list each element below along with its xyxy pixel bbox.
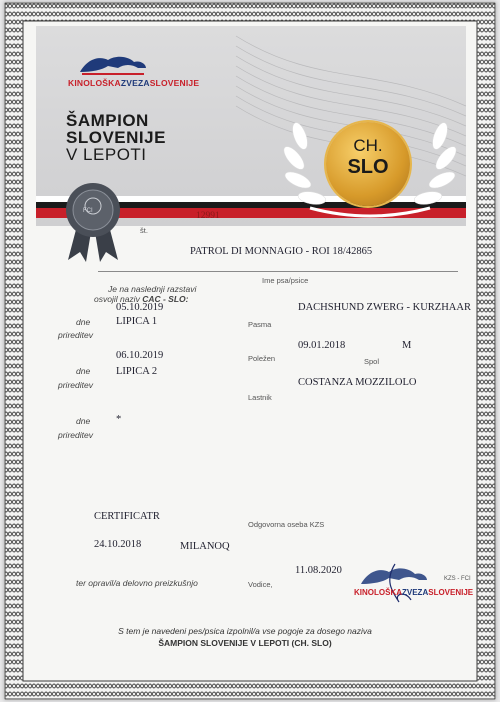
footer-line-1: S tem je navedeni pes/psica izpolnil/a vse pogoje za dosego naziva [118, 626, 372, 636]
stamp-organization-text: KINOLOŠKAZVEZASLOVENIJE [354, 588, 474, 597]
owner-value: COSTANZA MOZZILOLO [298, 377, 417, 388]
name-rule [98, 271, 458, 272]
breed-value: DACHSHUND ZWERG - KURZHAAR [298, 302, 471, 313]
certificate-date: 24.10.2018 [94, 539, 142, 550]
sex-label: Spol [364, 357, 380, 366]
certificate-value: CERTIFICATR [94, 511, 160, 522]
intro-line-1: Je na naslednji razstavi [108, 284, 197, 294]
show-3-prireditev-label: prireditev [58, 430, 93, 440]
medal-line-1: CH. [353, 136, 383, 155]
fci-badge-text: FCI [83, 208, 93, 214]
born-label: Poležen [248, 354, 276, 363]
show-3-dne-label: dne [76, 416, 91, 426]
born-value: 09.01.2018 [298, 340, 346, 351]
dog-name-value: PATROL DI MONNAGIO - ROI 18/42865 [190, 246, 373, 257]
show-2-date: 06.10.2019 [116, 350, 164, 361]
title-line-1: ŠAMPION [66, 111, 149, 130]
vodice-label: Vodice, [248, 580, 273, 589]
stamp-logo-icon [355, 560, 475, 610]
footer-line-2: ŠAMPION SLOVENIJE V LEPOTI (CH. SLO) [158, 638, 332, 648]
kzs-dog-logo-icon [78, 52, 148, 76]
intro-line-2: osvojil naziv CAC - SLO: [94, 294, 189, 304]
owner-label: Lastnik [248, 393, 272, 402]
show-2-prireditev-label: prireditev [58, 380, 93, 390]
certificate-title [66, 112, 166, 163]
show-2-place: LIPICA 2 [116, 366, 158, 377]
ch-slo-medal [326, 122, 410, 206]
fci-rosette-icon [62, 182, 124, 262]
breed-label: Pasma [248, 320, 272, 329]
show-1-prireditev-label: prireditev [58, 330, 93, 340]
working-test-label: ter opravil/a delovno preizkušnjo [76, 578, 198, 588]
kzs-fci-corner-text: KZS - FCI [444, 576, 471, 582]
show-2-dne-label: dne [76, 366, 91, 376]
sex-value: M [402, 340, 412, 351]
certificate-number: 12991 [196, 211, 220, 221]
medal-line-2: SLO [347, 156, 389, 178]
title-line-3: V LEPOTI [66, 145, 147, 164]
show-1-dne-label: dne [76, 317, 91, 327]
responsible-person-label: Odgovorna oseba KZS [248, 520, 325, 529]
organization-logo-text: KINOLOŠKAZVEZASLOVENIJE [68, 78, 200, 88]
title-line-2: SLOVENIJE [66, 128, 166, 147]
footer-statement [90, 626, 400, 648]
show-3-place: * [116, 414, 122, 425]
show-1-place: LIPICA 1 [116, 316, 158, 327]
certificate-place: MILANOQ [180, 541, 230, 552]
number-label: št. [140, 226, 148, 235]
vodice-date: 11.08.2020 [295, 565, 342, 576]
show-1-date: 05.10.2019 [116, 302, 164, 313]
dog-name-label: Ime psa/psice [262, 276, 309, 285]
